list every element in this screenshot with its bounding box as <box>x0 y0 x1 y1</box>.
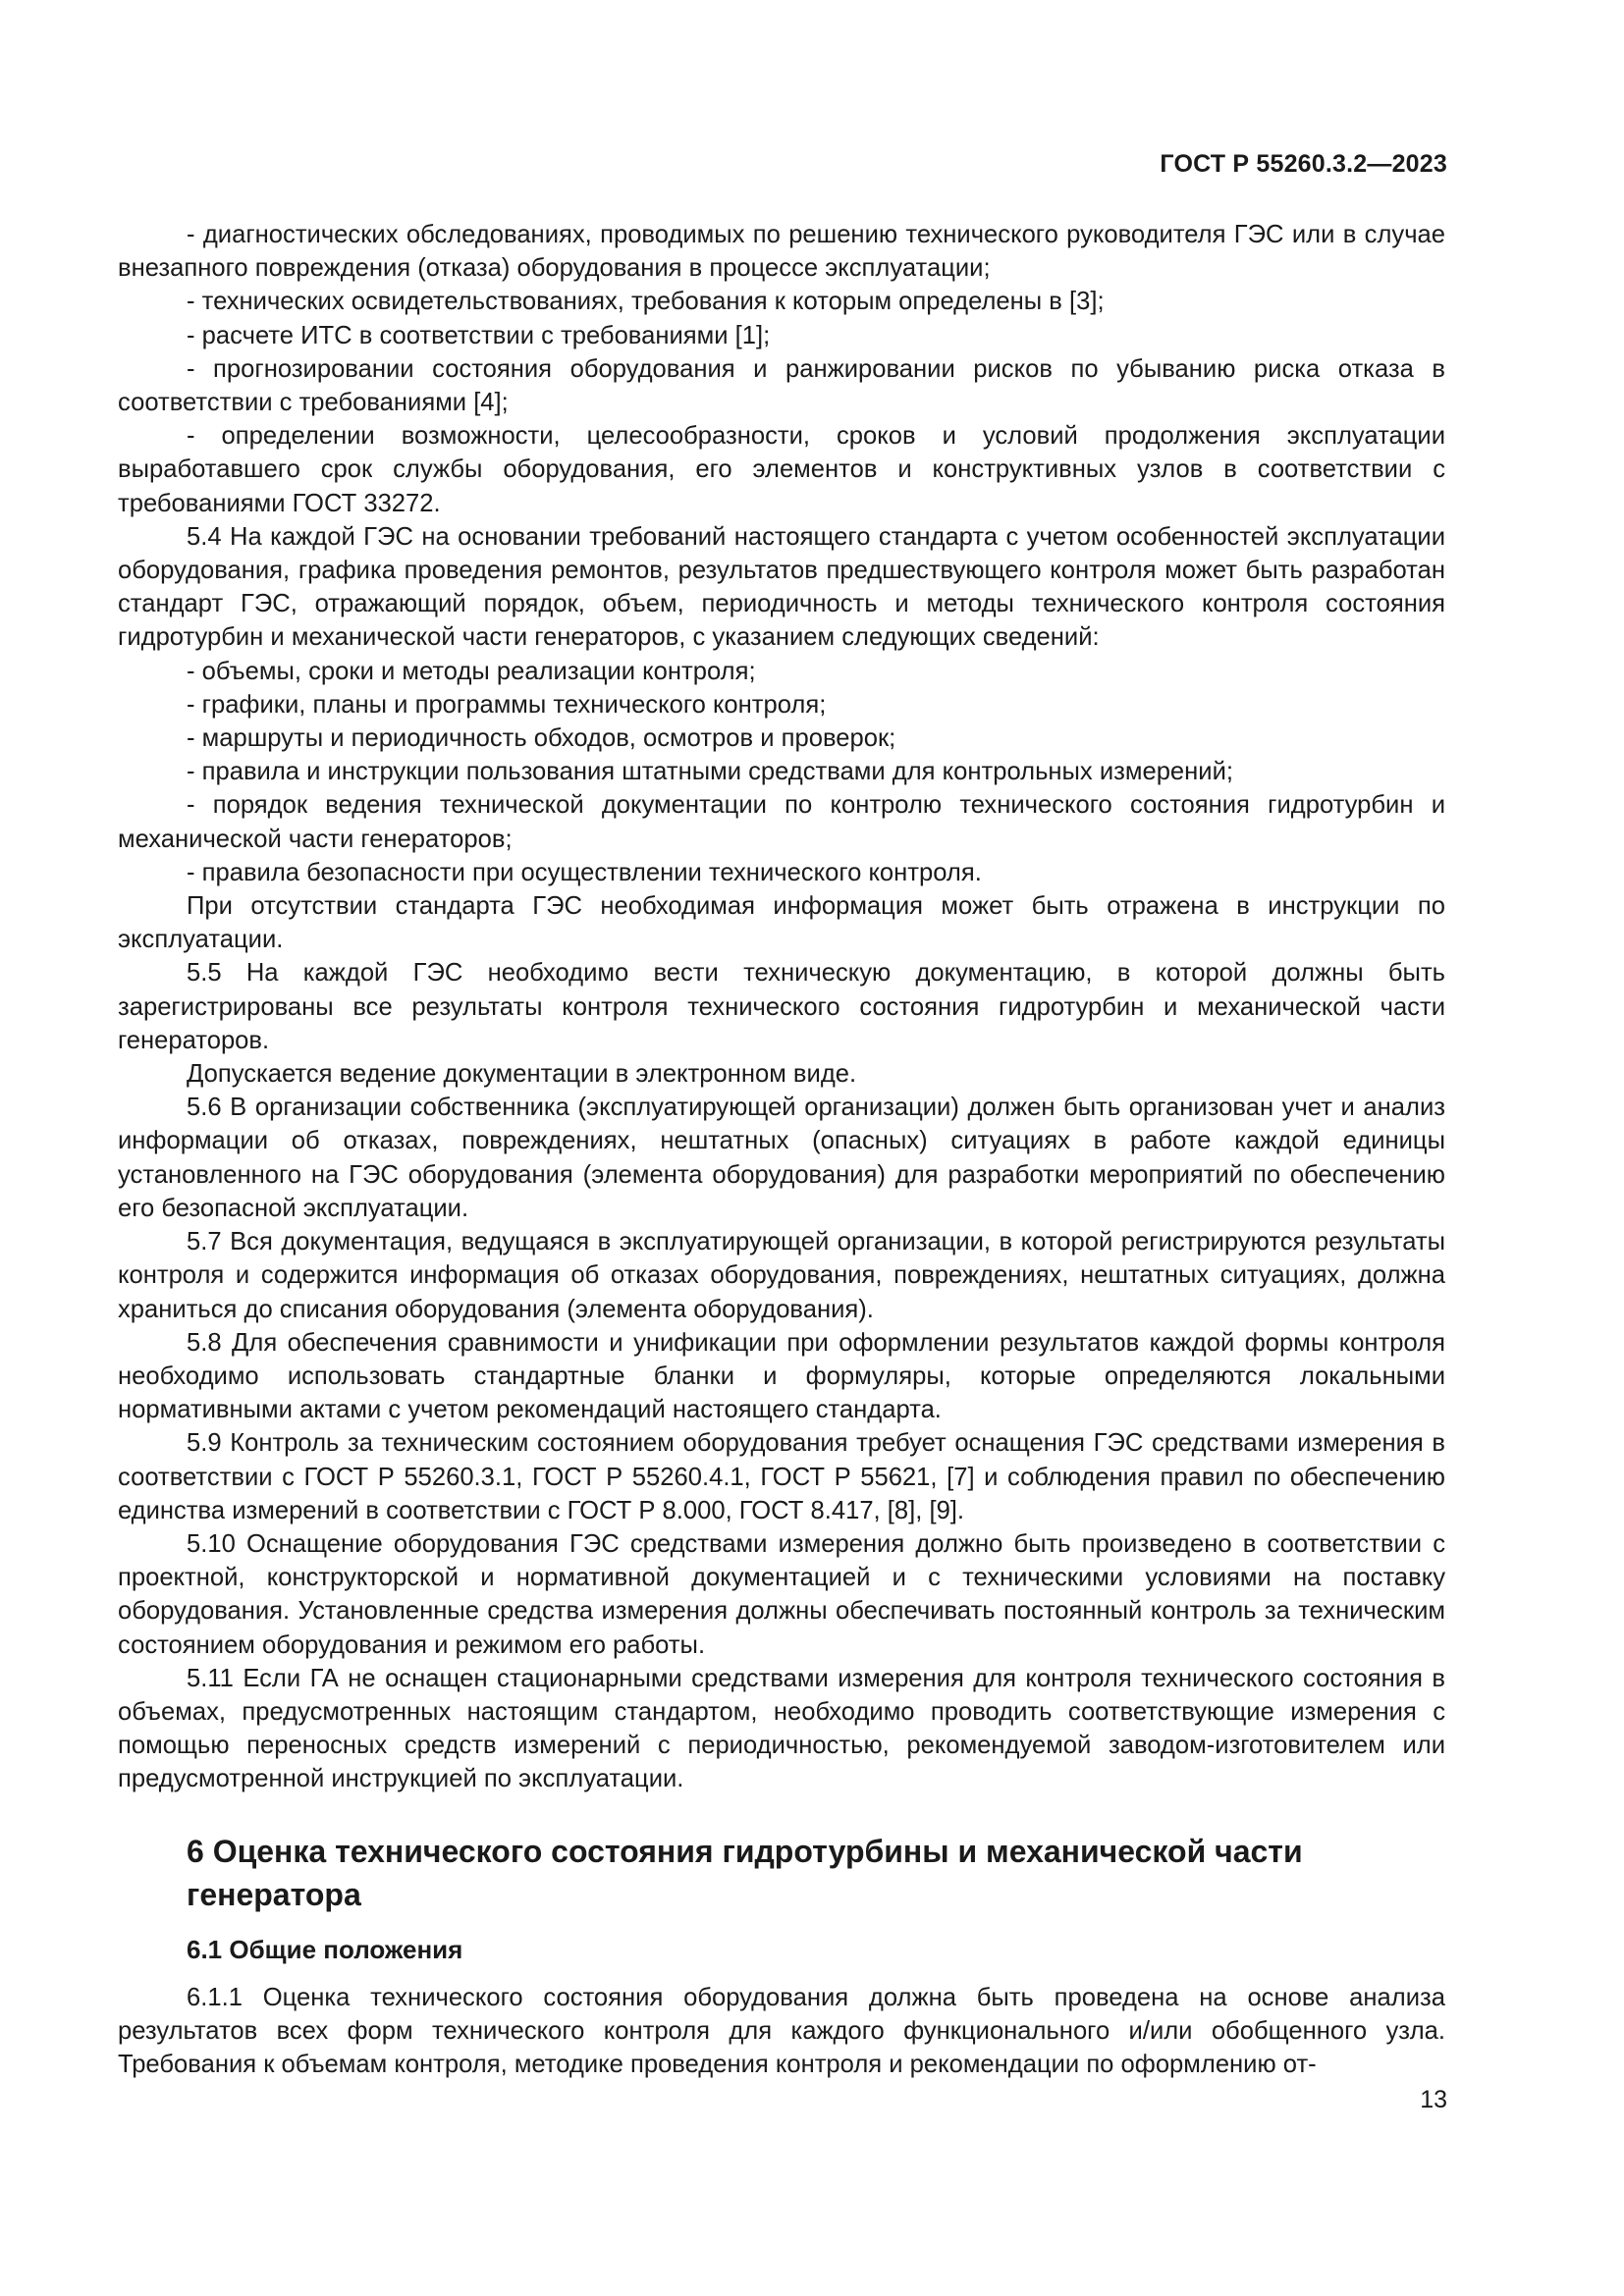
paragraph-5-6: 5.6 В организации собственника (эксплуатирующей организации) должен быть организован учет и анализ информации об отказах, повреждениях, нештатных (опасных) ситуациях в работе каждой единицы установленного на ГЭС оборудования (элемента оборудования) для разработки мероприятий по обеспечению его безопасной эксплуатации. <box>118 1094 1445 1222</box>
document-body <box>118 218 1445 2081</box>
paragraph-5-11: 5.11 Если ГА не оснащен стационарными средствами измерения для контроля технического состояния в объемах, предусмотренных настоящим стандартом, необходимо проводить соответствующие измерения с помощью переносных средств измерений с периодичностью, рекомендуемой заводом-изготовителем или предусмотренной инструкцией по эксплуатации. <box>118 1664 1445 1793</box>
paragraph-5-7: 5.7 Вся документация, ведущаяся в эксплуатирующей организации, в которой регистрируются результаты контроля и содержится информация об отказах оборудования, повреждениях, нештатных ситуациях, должна храниться до списания оборудования (элемента оборудования). <box>118 1228 1445 1323</box>
paragraph-5-10: 5.10 Оснащение оборудования ГЭС средствами измерения должно быть произведено в соответствии с проектной, конструкторской и нормативной документацией и с техническими условиями на поставку оборудования. Установленные средства измерения должны обеспечивать постоянный контроль за техническим состоянием оборудования и режимом его работы. <box>118 1529 1445 1659</box>
paragraph-5-8: 5.8 Для обеспечения сравнимости и унификации при оформлении результатов каждой формы контроля необходимо использовать стандартные бланки и формуляры, которые определяются локальными нормативными актами с учетом рекомендаций настоящего стандарта. <box>118 1328 1445 1424</box>
paragraph: При отсутствии стандарта ГЭС необходимая информация может быть отражена в инструкции по эксплуатации. <box>118 892 1445 954</box>
paragraph-6-1-1: 6.1.1 Оценка технического состояния оборудования должна быть проведена на основе анализа результатов всех форм технического контроля для каждого функционального и/или обобщенного узла. Требования к объемам контроля, методике проведения контроля и рекомендации по оформлению от- <box>118 1983 1445 2078</box>
list-item: - технических освидетельствованиях, требования к которым определены в [3]; <box>187 288 1105 316</box>
list-item: - диагностических обследованиях, проводимых по решению технического руководителя ГЭС или в случае внезапного повреждения (отказа) оборудования в процессе эксплуатации; <box>118 221 1445 283</box>
list-item: - графики, планы и программы технического контроля; <box>187 690 827 719</box>
paragraph-5-9: 5.9 Контроль за техническим состоянием оборудования требует оснащения ГЭС средствами измерения в соответствии с ГОСТ Р 55260.3.1, ГОСТ Р 55260.4.1, ГОСТ Р 55621, [7] и соблюдения правил по обеспечению единства измерений в соответствии с ГОСТ Р 8.000, ГОСТ 8.417, [8], [9]. <box>118 1429 1445 1524</box>
paragraph: Допускается ведение документации в электронном виде. <box>187 1060 857 1089</box>
paragraph-5-4: 5.4 На каждой ГЭС на основании требований настоящего стандарта с учетом особенностей эксплуатации оборудования, графика проведения ремонтов, результатов предшествующего контроля может быть разработан стандарт ГЭС, отражающий порядок, объем, периодичность и методы технического контроля состояния гидротурбин и механической части генераторов, с указанием следующих сведений: <box>118 522 1445 652</box>
section-heading: 6 Оценка технического состояния гидротурбины и механической части генератора <box>187 1833 1303 1912</box>
list-item: - прогнозировании состояния оборудования и ранжировании рисков по убыванию риска отказа в соответствии с требованиями [4]; <box>118 354 1445 417</box>
document-header: ГОСТ Р 55260.3.2—2023 <box>1160 150 1447 178</box>
page-number: 13 <box>1420 2086 1447 2113</box>
list-item: - правила безопасности при осуществлении технического контроля. <box>187 858 982 886</box>
subsection-heading: 6.1 Общие положения <box>187 1934 463 1964</box>
list-item: - объемы, сроки и методы реализации контроля; <box>187 657 756 685</box>
list-item: - правила и инструкции пользования штатными средствами для контрольных измерений; <box>187 758 1234 786</box>
list-item: - определении возможности, целесообразности, сроков и условий продолжения эксплуатации выработавшего срок службы оборудования, его элементов и конструктивных узлов в соответствии с требованиями ГОСТ 33272. <box>118 422 1445 517</box>
list-item: - расчете ИТС в соответствии с требованиями [1]; <box>187 321 771 349</box>
paragraph-5-5: 5.5 На каждой ГЭС необходимо вести техническую документацию, в которой должны быть зарегистрированы все результаты контроля технического состояния гидротурбин и механической части генераторов. <box>118 959 1445 1054</box>
list-item: - порядок ведения технической документации по контролю технического состояния гидротурбин и механической части генераторов; <box>118 791 1445 853</box>
list-item: - маршруты и периодичность обходов, осмотров и проверок; <box>187 724 896 753</box>
